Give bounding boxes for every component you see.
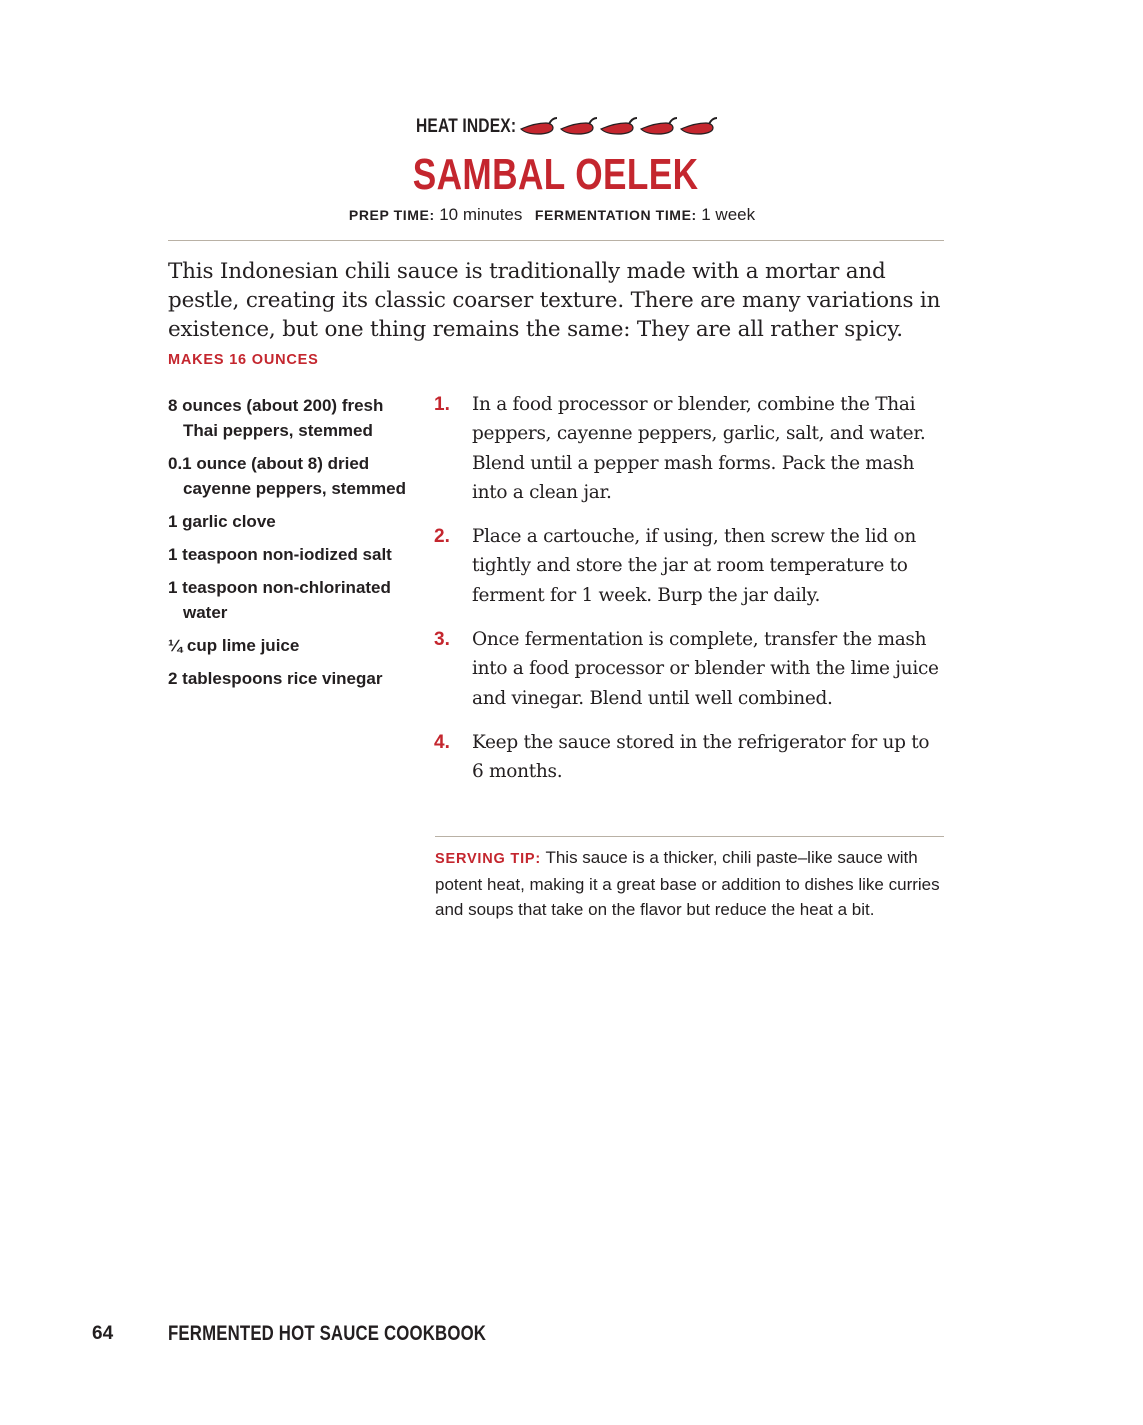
ingredient-item: 1 teaspoon non-iodized salt (168, 545, 392, 564)
step-number: 3. (434, 629, 450, 651)
tip-divider (435, 836, 944, 837)
step-text: In a food processor or blender, combine the Thai peppers, cayenne peppers, garlic, salt, and water. Blend until a pepper mash forms. Pack the mash into a clean jar. (472, 394, 926, 503)
heat-index-peppers (520, 116, 718, 138)
recipe-times (0, 205, 1112, 225)
ingredient-item: 8 ounces (about 200) fresh Thai peppers, stemmed (168, 396, 384, 440)
instruction-steps (434, 390, 944, 802)
prep-time-label: PREP TIME: (348, 207, 435, 223)
chili-pepper-icon (680, 116, 718, 138)
ingredient-item: ¼ cup lime juice (168, 636, 300, 655)
prep-time-value: 10 minutes (439, 205, 523, 224)
ingredient-item: 1 garlic clove (168, 512, 276, 531)
step-text: Place a cartouche, if using, then screw the lid on tightly and store the jar at room temperature to ferment for 1 week. Burp the jar daily. (472, 526, 916, 606)
recipe-title: SAMBAL OELEK (413, 150, 699, 199)
step-number: 4. (434, 731, 450, 753)
fermentation-time-label: FERMENTATION TIME: (534, 207, 697, 223)
instruction-step (434, 625, 944, 713)
chili-pepper-icon (640, 116, 678, 138)
serving-tip-label: SERVING TIP: (435, 851, 542, 867)
instruction-step (434, 522, 944, 610)
page-number: 64 (92, 1323, 114, 1344)
chili-pepper-icon (600, 116, 638, 138)
chili-pepper-icon (520, 116, 558, 138)
fermentation-time-value: 1 week (701, 205, 756, 224)
instruction-step (434, 728, 944, 787)
heat-index (0, 116, 1112, 138)
step-text: Keep the sauce stored in the refrigerator for up to 6 months. (472, 731, 930, 783)
heat-index-label: HEAT INDEX: (415, 116, 517, 137)
ingredient-item: 2 tablespoons rice vinegar (168, 669, 383, 688)
ingredient-item: 1 teaspoon non-chlorinated water (168, 578, 391, 622)
serving-tip-text: This sauce is a thicker, chili paste–like sauce with potent heat, making it a great base or addition to dishes like curries and soups that take on the flavor but reduce the heat a bit. (435, 848, 940, 919)
ingredient-item: 0.1 ounce (about 8) dried cayenne peppers, stemmed (168, 454, 406, 498)
chili-pepper-icon (560, 116, 598, 138)
ingredient-list (168, 393, 418, 699)
step-text: Once fermentation is complete, transfer the mash into a food processor or blender with the lime juice and vinegar. Blend until well combined. (472, 629, 939, 709)
serving-tip (435, 845, 947, 922)
book-title: FERMENTED HOT SAUCE COOKBOOK (168, 1322, 487, 1345)
step-number: 2. (434, 526, 450, 548)
recipe-intro: This Indonesian chili sauce is traditionally made with a mortar and pestle, creating its classic coarser texture. There are many variations in existence, but one thing remains the same: They are all rather spicy. (168, 259, 941, 342)
header-divider (168, 240, 944, 241)
instruction-step (434, 390, 944, 507)
recipe-yield: MAKES 16 OUNCES (168, 352, 319, 368)
step-number: 1. (434, 394, 450, 415)
